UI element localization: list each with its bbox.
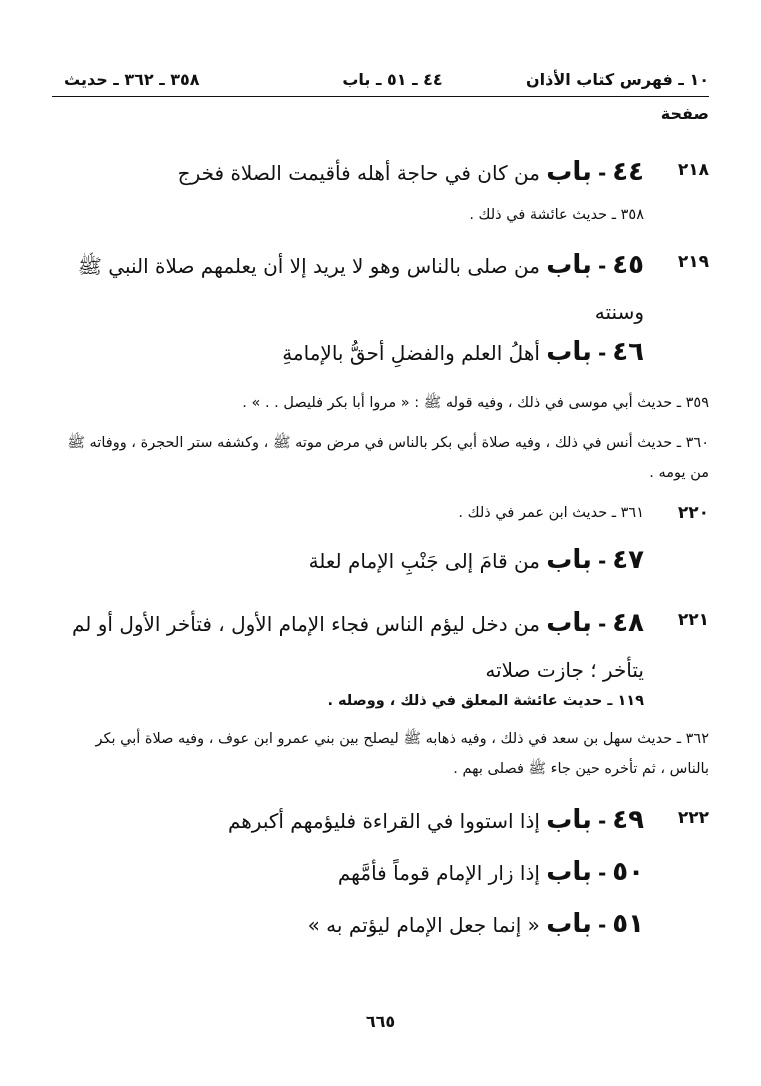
- page-column-label: صفحة: [660, 104, 709, 123]
- chapter-heading: ٤٤-باب من كان في حاجة أهله فأقيمت الصلاة فخرج: [177, 157, 644, 187]
- chapter-title: أهلُ العلم والفضلِ أحقُّ بالإمامةِ: [282, 341, 540, 365]
- chapter-number: ٤٨: [612, 608, 644, 638]
- hadith-entry: ٣٥٨ ـ حديث عائشة في ذلك .: [469, 207, 644, 223]
- chapter-number: ٤٧: [612, 545, 644, 575]
- page-number: ٢٢١: [677, 610, 709, 630]
- chapter-title: « إنما جعل الإمام ليؤتم به »: [307, 913, 540, 937]
- chapter-title: من دخل ليؤم الناس فجاء الإمام الأول ، فتأخر الأول أو لم يتأخر ؛ جازت صلاته: [72, 612, 644, 682]
- chapter-heading: ٤٥-باب من صلى بالناس وهو لا يريد إلا أن يعلمهم صلاة النبي ﷺ وسنته: [77, 250, 644, 324]
- running-header-chapters: ٤٤ ـ ٥١ ـ باب: [342, 70, 443, 89]
- chapter-number: ٤٥: [612, 250, 644, 280]
- chapter-keyword: باب: [546, 909, 592, 939]
- chapter-heading: ٤٧-باب من قامَ إلى جَنْبِ الإمام لعلة: [308, 545, 644, 575]
- page-number: ٢٢٠: [677, 503, 709, 523]
- chapter-title: من قامَ إلى جَنْبِ الإمام لعلة: [308, 549, 540, 573]
- chapter-number: ٥١: [612, 909, 644, 939]
- chapter-keyword: باب: [546, 805, 592, 835]
- chapter-keyword: باب: [546, 337, 592, 367]
- chapter-heading: ٤٦-باب أهلُ العلم والفضلِ أحقُّ بالإمامةِ: [282, 337, 644, 367]
- chapter-keyword: باب: [546, 608, 592, 638]
- page-number: ٢١٨: [677, 160, 709, 180]
- chapter-number: ٤٩: [612, 805, 644, 835]
- hadith-entry: ٣٦١ ـ حديث ابن عمر في ذلك .: [458, 505, 644, 521]
- hadith-entry: ٣٦٠ ـ حديث أنس في ذلك ، وفيه صلاة أبي بكر بالناس في مرض موته ﷺ ، وكشفه ستر الحجرة ، ووفاته ﷺ من يومه .: [67, 435, 709, 481]
- page-number: ٢٢٢: [677, 808, 709, 828]
- chapter-title: من صلى بالناس وهو لا يريد إلا أن يعلمهم صلاة النبي ﷺ وسنته: [77, 254, 644, 324]
- running-header-hadiths: ٣٥٨ ـ ٣٦٢ ـ حديث: [64, 70, 200, 89]
- hadith-entry: ٣٦٢ ـ حديث سهل بن سعد في ذلك ، وفيه ذهابه ﷺ ليصلح بين بني عمرو ابن عوف ، وفيه صلاة أبي بكر بالناس ، ثم تأخره حين جاء ﷺ فصلى بهم .: [95, 731, 709, 777]
- chapter-heading: ٥٠-باب إذا زار الإمام قوماً فأمَّهم: [337, 857, 644, 887]
- header-rule: [52, 96, 709, 97]
- page-number: ٢١٩: [677, 252, 709, 272]
- chapter-keyword: باب: [546, 250, 592, 280]
- chapter-number: ٤٤: [612, 157, 644, 187]
- running-header-title: ١٠ ـ فهرس كتاب الأذان: [525, 70, 709, 89]
- chapter-number: ٥٠: [612, 857, 644, 887]
- chapter-title: إذا استووا في القراءة فليؤمهم أكبرهم: [227, 809, 540, 833]
- chapter-number: ٤٦: [612, 337, 644, 367]
- hadith-entry: ٣٥٩ ـ حديث أبي موسى في ذلك ، وفيه قوله ﷺ : « مروا أبا بكر فليصل . . » .: [242, 395, 709, 411]
- chapter-heading: ٤٩-باب إذا استووا في القراءة فليؤمهم أكبرهم: [227, 805, 644, 835]
- chapter-title: من كان في حاجة أهله فأقيمت الصلاة فخرج: [177, 161, 540, 185]
- chapter-keyword: باب: [546, 857, 592, 887]
- chapter-heading: ٤٨-باب من دخل ليؤم الناس فجاء الإمام الأول ، فتأخر الأول أو لم يتأخر ؛ جازت صلاته: [72, 608, 644, 682]
- chapter-keyword: باب: [546, 157, 592, 187]
- folio-page-number: ٦٦٥: [365, 1012, 396, 1031]
- chapter-heading: ٥١-باب « إنما جعل الإمام ليؤتم به »: [307, 909, 644, 939]
- chapter-title: إذا زار الإمام قوماً فأمَّهم: [337, 861, 540, 885]
- hadith-entry: ١١٩ ـ حديث عائشة المعلق في ذلك ، ووصله .: [327, 693, 644, 709]
- chapter-keyword: باب: [546, 545, 592, 575]
